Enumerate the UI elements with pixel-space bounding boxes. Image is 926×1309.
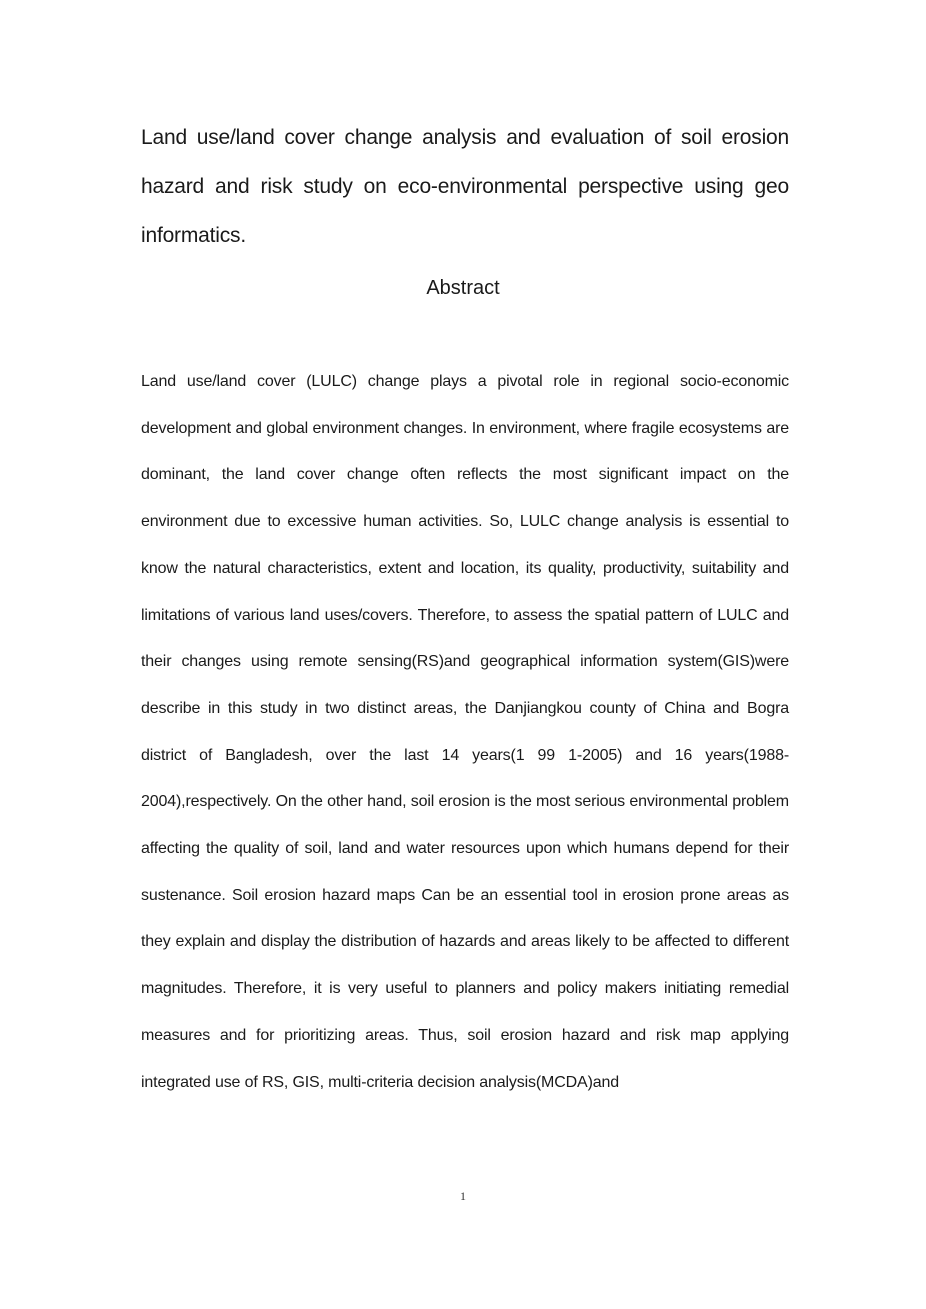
page-number: 1 bbox=[460, 1189, 466, 1203]
abstract-body: Land use/land cover (LULC) change plays a pivotal role in regional socio-economic development and global environment changes. In environment, where fragile ecosystems are dominant, the land cover change often reflects the most significant impact on the environment due to excessive human activities. So, LULC change analysis is essential to know the natural characteristics, extent and location, its quality, productivity, suitability and limitations of various land uses/covers. Therefore, to assess the spatial pattern of LULC and their changes using remote sensing(RS)and geographical information system(GIS)were describe in this study in two distinct areas, the Danjiangkou county of China and Bogra district of Bangladesh, over the last 14 years(1 99 1-2005) and 16 years(1988-2004),respectively. On the other hand, soil erosion is the most serious environmental problem affecting the quality of soil, land and water resources upon which humans depend for their sustenance. Soil erosion hazard maps Can be an essential tool in erosion prone areas as they explain and display the distribution of hazards and areas likely to be affected to different magnitudes. Therefore, it is very useful to planners and policy makers initiating remedial measures and for prioritizing areas. Thus, soil erosion hazard and risk map applying integrated use of RS, GIS, multi-criteria decision analysis(MCDA)and bbox=[141, 373, 789, 1091]
paper-title: Land use/land cover change analysis and evaluation of soil erosion hazard and risk study on eco-environmental perspective using geo informatics. bbox=[141, 126, 789, 247]
abstract-heading: Abstract bbox=[426, 277, 500, 299]
